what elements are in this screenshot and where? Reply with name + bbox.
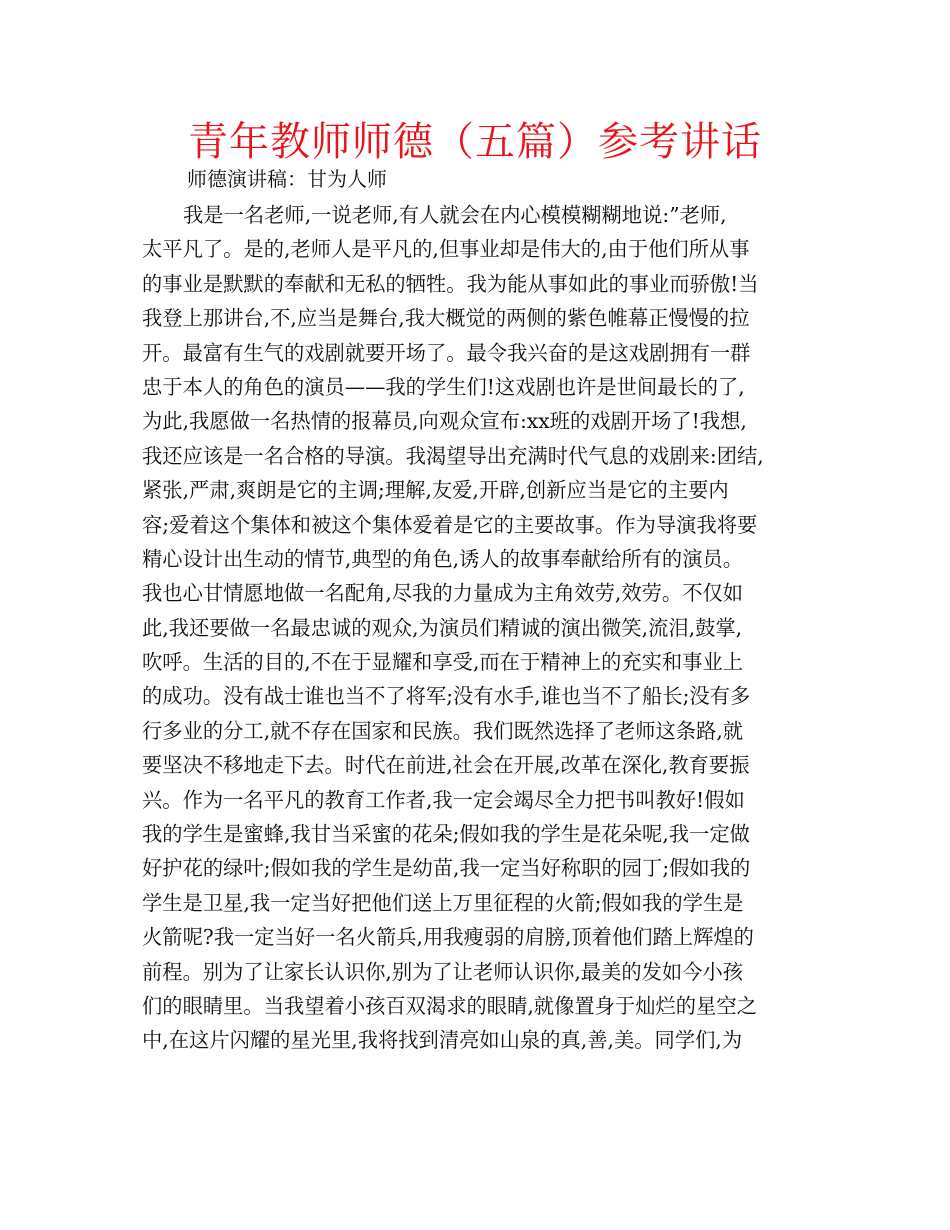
document-title: 青年教师师德（五篇）参考讲话: [188, 119, 762, 165]
paragraph-line: 要坚决不移地走下去。时代在前进,社会在开展,改革在深化,教育要振: [142, 753, 750, 778]
paragraph-line: 火箭呢?我一定当好一名火箭兵,用我瘦弱的肩膀,顶着他们踏上辉煌的: [142, 925, 754, 950]
paragraph-line: 忠于本人的角色的演员——我的学生们!这戏剧也许是世间最长的了,: [142, 374, 745, 399]
paragraph-line: 紧张,严肃,爽朗是它的主调;理解,友爱,开辟,创新应当是它的主要内: [142, 478, 729, 503]
paragraph-line: 好护花的绿叶;假如我的学生是幼苗,我一定当好称职的园丁;假如我的: [142, 856, 751, 881]
paragraph-line: 我的学生是蜜蜂,我甘当采蜜的花朵;假如我的学生是花朵呢,我一定做: [142, 822, 750, 847]
paragraph-line: 此,我还要做一名最忠诚的观众,为演员们精诚的演出微笑,流泪,鼓掌,: [142, 615, 743, 640]
paragraph-line: 精心设计出生动的情节,典型的角色,诱人的故事奉献给所有的演员。: [142, 546, 744, 571]
paragraph-line: 学生是卫星,我一定当好把他们送上万里征程的火箭;假如我的学生是: [142, 890, 744, 915]
paragraph-line: 为此,我愿做一名热情的报幕员,向观众宣布:xx班的戏剧开场了!我想,: [142, 409, 747, 434]
paragraph-line: 的成功。没有战士谁也当不了将军;没有水手,谁也当不了船长;没有多: [142, 684, 751, 709]
paragraph-line: 行多业的分工,就不存在国家和民族。我们既然选择了老师这条路,就: [142, 718, 744, 743]
paragraph-line: 中,在这片闪耀的星光里,我将找到清亮如山泉的真,善,美。同学们,为: [142, 1028, 743, 1053]
paragraph-line: 的事业是默默的奉献和无私的牺牲。我为能从事如此的事业而骄傲!当: [142, 271, 759, 296]
paragraph-line: 我也心甘情愿地做一名配角,尽我的力量成为主角效劳,效劳。不仅如: [142, 581, 744, 606]
paragraph-line: 我是一名老师,一说老师,有人就会在内心模模糊糊地说:”老师,: [183, 203, 727, 227]
paragraph-line: 开。最富有生气的戏剧就要开场了。最令我兴奋的是这戏剧拥有一群: [142, 340, 751, 365]
speech-body: [142, 198, 812, 1058]
speech-subtitle: 师德演讲稿：甘为人师: [187, 167, 387, 191]
paragraph-line: 容;爱着这个集体和被这个集体爱着是它的主要故事。作为导演我将要: [142, 512, 758, 537]
paragraph-line: 前程。别为了让家长认识你,别为了让老师认识你,最美的发如今小孩: [142, 959, 744, 984]
paragraph-line: 兴。作为一名平凡的教育工作者,我一定会竭尽全力把书叫教好!假如: [142, 787, 745, 812]
paragraph-line: 吹呼。生活的目的,不在于显耀和享受,而在于精神上的充实和事业上: [142, 650, 744, 675]
paragraph-line: 我还应该是一名合格的导演。我渴望导出充满时代气息的戏剧来:团结,: [142, 443, 764, 468]
paragraph-line: 我登上那讲台,不,应当是舞台,我大概觉的两侧的紫色帷幕正慢慢的拉: [142, 306, 750, 331]
paragraph-line: 们的眼睛里。当我望着小孩百双渴求的眼睛,就像置身于灿烂的星空之: [142, 993, 757, 1018]
paragraph-line: 太平凡了。是的,老师人是平凡的,但事业却是伟大的,由于他们所从事: [142, 237, 750, 262]
